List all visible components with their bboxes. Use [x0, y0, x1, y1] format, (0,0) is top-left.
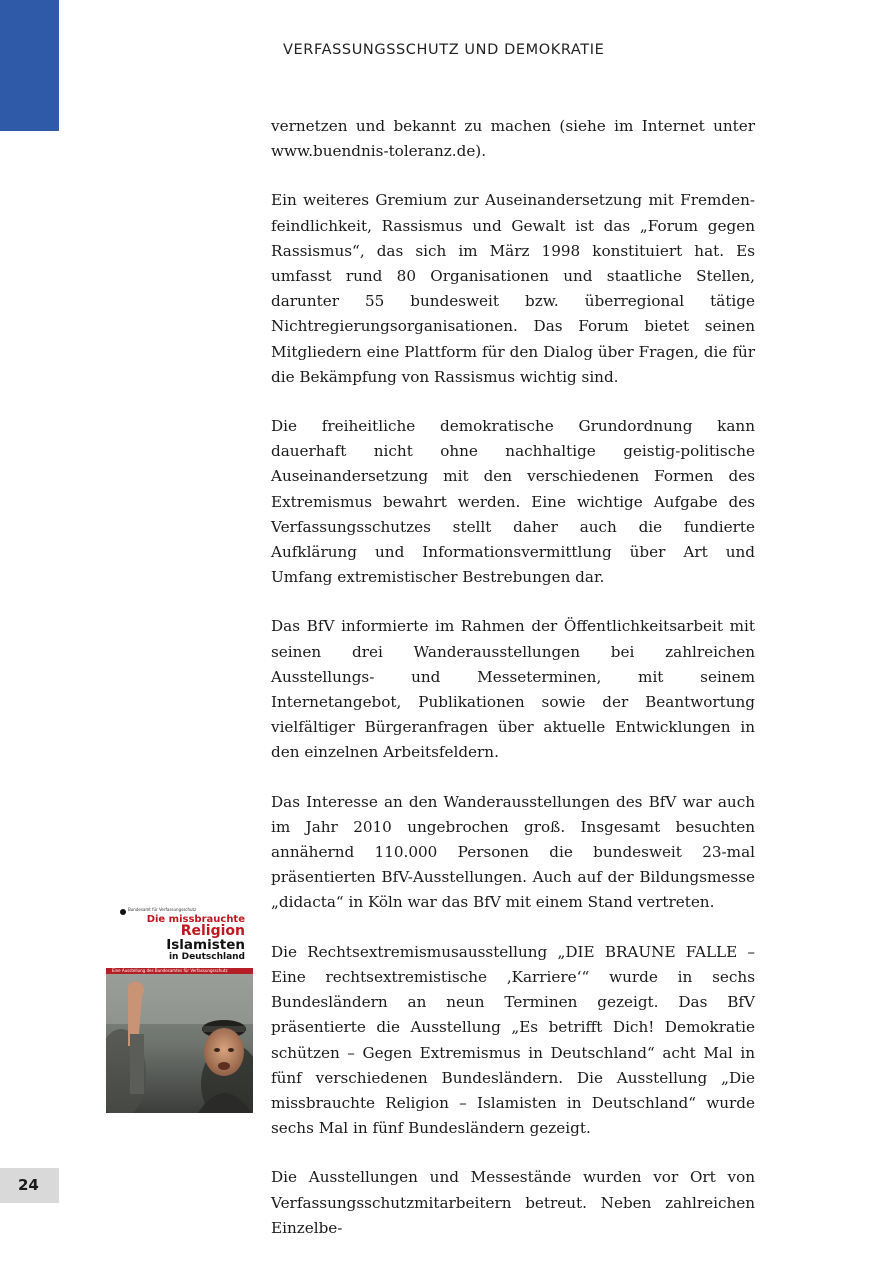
- poster-logo-text: Bundesamt für Verfassungsschutz: [128, 907, 197, 912]
- protest-photo: [106, 974, 253, 1113]
- poster-band-text: Eine Ausstellung des Bundesamtes für Verfassungsschutz: [112, 968, 228, 973]
- poster-title-line3: Islamisten: [166, 937, 245, 953]
- paragraph-3: Die freiheitliche demokratische Grundordnung kann dauerhaft nicht ohne nachhaltige geistig-politische Auseinandersetzung mit den verschiedenen Formen des Extremismus bewahrt werden. Eine wichtige Aufgabe des Verfassungsschutzes stellt daher auch die fundierte Aufklärung und Informationsvermittlung über Art und Umfang extremistischer Bestrebungen dar.: [271, 417, 755, 587]
- paragraph-6: Die Rechtsextremismusausstellung „DIE BRAUNE FALLE – Eine rechtsextremistische ‚Karriere‘“ wurde in sechs Bundesländern an neun Terminen gezeigt. Das BfV präsentierte die Ausstellung „Es betrifft Dich! Demokratie schützen – Gegen Extremismus in Deutschland“ acht Mal in fünf verschiedenen Bundesländern. Die Ausstellung „Die missbrauchte Religion – Islamisten in Deutschland“ wurde sechs Mal in fünf Bundesländern gezeigt.: [271, 942, 755, 1138]
- running-header: VERFASSUNGSSCHUTZ UND DEMOKRATIE: [283, 42, 605, 58]
- exhibition-poster-image: [106, 902, 253, 1113]
- page-number-box: [0, 1168, 59, 1203]
- paragraph-5: Das Interesse an den Wanderausstellungen des BfV war auch im Jahr 2010 ungebrochen groß. Insgesamt besuchten annähernd 110.000 Personen die bundesweit 23-mal präsentierten BfV-Ausstellungen. Auch auf der Bildungsmesse „didacta“ in Köln war das BfV mit einem Stand vertreten.: [271, 792, 755, 912]
- body-text: [271, 114, 755, 1265]
- paragraph-2: Ein weiteres Gremium zur Auseinandersetzung mit Fremdenfeindlichkeit, Rassismus und Gewalt ist das „Forum gegen Rassismus“, das sich im März 1998 konstituiert hat. Es umfasst rund 80 Organisationen und staatliche Stellen, darunter 55 bundesweit bzw. überregional tätige Nichtregierungsorganisationen. Das Forum bietet seinen Mitgliedern eine Plattform für den Dialog über Fragen, die für die Bekämpfung von Rassismus wichtig sind.: [271, 191, 755, 386]
- eagle-logo-icon: [120, 909, 126, 915]
- paragraph-4: Das BfV informierte im Rahmen der Öffentlichkeitsarbeit mit seinen drei Wanderausstellungen bei zahlreichen Ausstellungs- und Messeterminen, mit seinem Internetangebot, Publikationen sowie der Beantwortung vielfältiger Bürgeranfragen über aktuelle Entwicklungen in den einzelnen Arbeitsfeldern.: [271, 617, 755, 762]
- paragraph-1: vernetzen und bekannt zu machen (siehe im Internet unter www.buendnis-toleranz.de).: [271, 117, 755, 161]
- poster-title-line1: Die missbrauchte: [146, 914, 245, 925]
- poster-title-line2: Religion: [180, 923, 245, 939]
- blue-margin-tab: [0, 0, 59, 131]
- poster-title-line4: in Deutschland: [168, 952, 245, 962]
- poster-header: [106, 902, 253, 968]
- page-number: 24: [18, 1176, 39, 1194]
- paragraph-7: Die Ausstellungen und Messestände wurden vor Ort von Verfassungsschutzmitarbeitern betreut. Neben zahlreichen Einzelbe-: [271, 1168, 755, 1237]
